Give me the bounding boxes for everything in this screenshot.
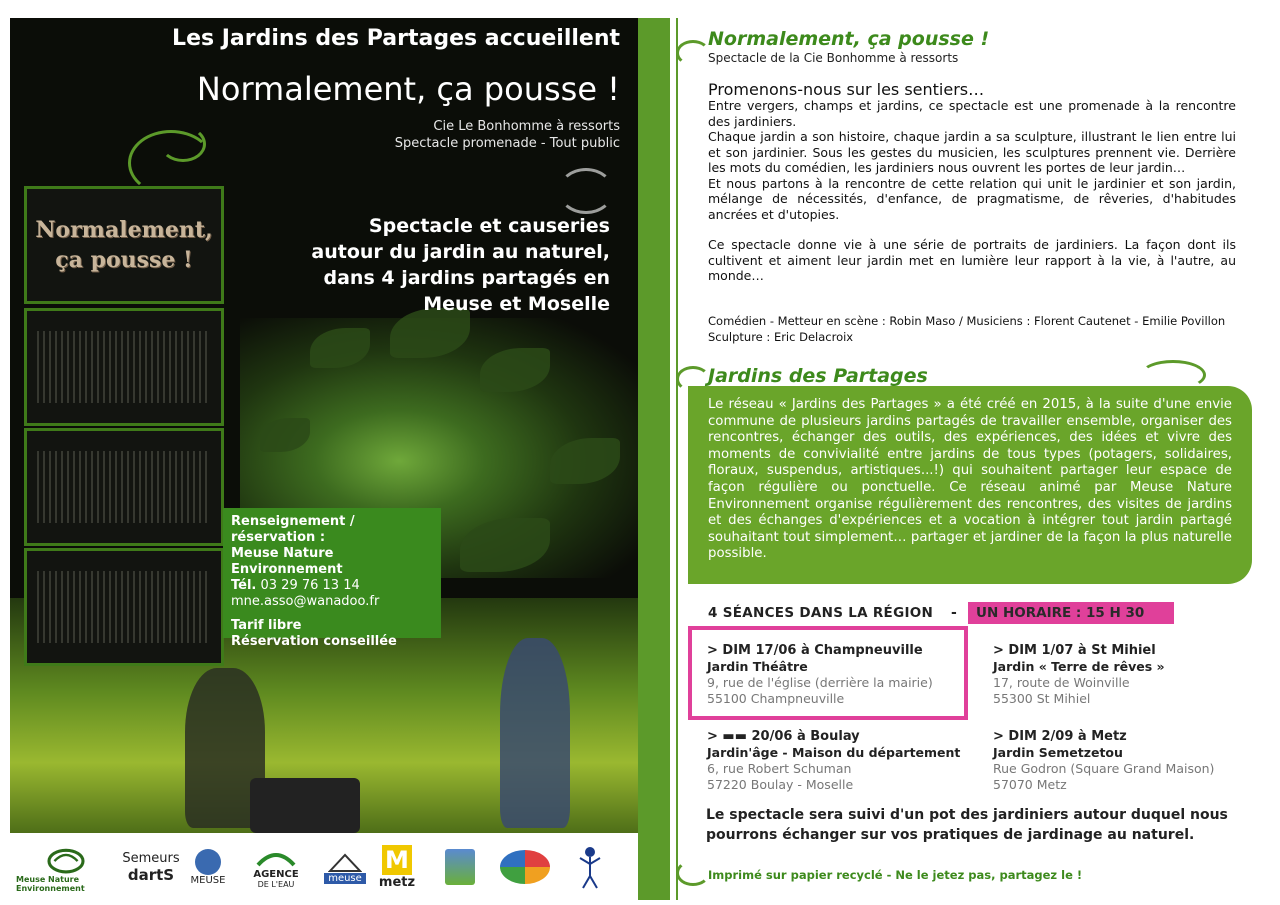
partner-logos xyxy=(10,835,638,900)
chalkboard-faded xyxy=(24,548,224,666)
meuse-text2: meuse xyxy=(324,873,366,884)
date-entry xyxy=(993,643,1243,707)
date-label: > DIM 2/09 à Metz xyxy=(993,729,1127,744)
agence-eau-logo xyxy=(236,841,316,893)
address-line: 55300 St Mihiel xyxy=(993,691,1091,706)
address-line: 55100 Champneuville xyxy=(707,691,845,706)
swirl-decor xyxy=(676,40,710,66)
phone-number: 03 29 76 13 14 xyxy=(260,578,360,593)
vine-decor xyxy=(160,126,206,162)
meuse-text: MEUSE xyxy=(190,874,226,886)
date-label: > DIM 17/06 à Champneuville xyxy=(707,643,923,658)
place-label: Jardin « Terre de rêves » xyxy=(993,659,1165,674)
address-line: Rue Godron (Square Grand Maison) xyxy=(993,761,1215,776)
date-entry xyxy=(707,729,987,793)
semeurs-logo xyxy=(116,841,186,893)
date-entry xyxy=(707,643,967,707)
show-title: Normalement, ça pousse ! xyxy=(196,70,620,108)
wheelbarrow xyxy=(250,778,360,833)
poster-header: Les Jardins des Partages accueillent xyxy=(172,26,620,51)
place-label: Jardin Semetzetou xyxy=(993,745,1123,760)
tagline-line: autour du jardin au naturel, xyxy=(311,241,610,263)
champneuville-logo xyxy=(490,841,560,893)
right-title: Normalement, ça pousse ! xyxy=(708,28,990,50)
paragraph: Et nous partons à la rencontre de cette relation qui unit le jardinier et son jardin, mélange de nécessités, d'enfance, de pragmatisme, de rêveries, d'habitudes ancrées et d'utopies. xyxy=(708,175,1236,222)
metz-icon: M xyxy=(382,845,412,875)
address-line: 6, rue Robert Schuman xyxy=(707,761,852,776)
jardins-title: Jardins des Partages xyxy=(708,365,928,387)
tagline xyxy=(260,213,610,317)
horaire-highlight: UN HORAIRE : 15 H 30 xyxy=(968,602,1174,624)
reservation-note: Réservation conseillée xyxy=(231,634,397,649)
garden-logo xyxy=(435,841,485,893)
tagline-line: Meuse et Moselle xyxy=(423,293,610,315)
divider-gap xyxy=(670,18,676,900)
mne-logo xyxy=(16,841,116,893)
chalkboard-faded xyxy=(24,428,224,546)
date-label: > ▬▬ 20/06 à Boulay xyxy=(707,729,860,744)
date-entry xyxy=(993,729,1253,793)
address-line: 17, route de Woinville xyxy=(993,675,1130,690)
tel-label: Tél. xyxy=(231,578,257,593)
closing-note: Le spectacle sera suivi d'un pot des jardiniers autour duquel nous pourrons échanger sur vos pratiques de jardinage au naturel. xyxy=(706,807,1228,843)
description xyxy=(708,98,1236,284)
jardins-text: Le réseau « Jardins des Partages » a été créé en 2015, à la suite d'une envie commune de plusieurs jardins partagés de travailler ensemble, organiser des rencontres, échanger des outils, des expériences, des idées et vivre des moments de convivialité entre jardins de tous types (potagers, solidaires, floraux, suspendus, artistiques...!) qui souhaitent partager leur espace de façon régulière ou ponctuelle. Ce réseau animé par Meuse Nature Environnement organise régulièrement des rencontres, des visites de jardins et des échanges d'expériences et a vocation à intégrer tout jardin partagé souhaitant tout simplement… partager et jardiner de la façon la plus naturelle possible. xyxy=(708,397,1232,562)
company-name: Cie Le Bonhomme à ressorts xyxy=(433,119,620,134)
date-label: > DIM 1/07 à St Mihiel xyxy=(993,643,1156,658)
paragraph: Chaque jardin a son histoire, chaque jardin a sa sculpture, illustrant le lien entre lui et son jardinier. Sous les gestes du musicien, les sculptures prennent vie. Derrière les mots du comédien, les jardiniers nous ouvrent les portes de leur jardin… xyxy=(708,129,1236,175)
meuse-dept-logo xyxy=(188,841,228,893)
chalkboard-faded xyxy=(24,308,224,426)
mne-logo-text: Meuse Nature Environnement xyxy=(16,875,85,893)
swirl-decor xyxy=(558,168,614,214)
swirl-decor xyxy=(676,860,710,886)
paragraph: Ce spectacle donne vie à une série de portraits de jardiniers. La façon dont ils cultivent et aiment leur jardin met en lumière leur rapport à la vie, à l'autre, au monde… xyxy=(708,237,1236,283)
place-label: Jardin'âge - Maison du département xyxy=(707,745,961,760)
show-genre: Spectacle promenade - Tout public xyxy=(394,136,620,151)
seances-heading: 4 SÉANCES DANS LA RÉGION xyxy=(708,605,934,621)
credits-line: Comédien - Metteur en scène : Robin Maso / Musiciens : Florent Cautenet - Emilie Povillon xyxy=(708,314,1226,328)
recycle-note: Imprimé sur papier recyclé - Ne le jetez pas, partagez le ! xyxy=(708,868,1083,882)
info-label: Renseignement / réservation : xyxy=(231,514,355,545)
address-line: 9, rue de l'église (derrière la mairie) xyxy=(707,675,933,690)
address-line: 57070 Metz xyxy=(993,777,1067,792)
chalkboard xyxy=(24,186,224,304)
credits-line: Sculpture : Eric Delacroix xyxy=(708,330,854,344)
paragraph: Entre vergers, champs et jardins, ce spectacle est une promenade à la rencontre des jardiniers. xyxy=(708,98,1236,129)
metz-logo xyxy=(372,841,422,893)
tagline-line: dans 4 jardins partagés en xyxy=(323,267,610,289)
agence-text2: DE L'EAU xyxy=(257,880,295,889)
info-box xyxy=(223,508,441,649)
info-org: Meuse Nature Environnement xyxy=(231,546,343,577)
semeurs-text2: dartS xyxy=(127,865,175,884)
tarif: Tarif libre xyxy=(231,618,302,633)
email-address: mne.asso@wanadoo.fr xyxy=(231,594,380,609)
address-line: 57220 Boulay - Moselle xyxy=(707,777,854,792)
meuse-logo xyxy=(320,841,370,893)
metz-text: metz xyxy=(378,874,416,890)
chalkboard-text: Normalement, ça pousse ! xyxy=(35,217,213,273)
poster-left-panel xyxy=(10,18,638,833)
place-label: Jardin Théâtre xyxy=(707,659,808,674)
figure-logo xyxy=(570,841,610,893)
company-info xyxy=(310,118,620,152)
agence-text: AGENCE xyxy=(253,869,299,880)
gardener-figure xyxy=(500,638,570,828)
credits xyxy=(708,313,1248,345)
separator: - xyxy=(951,605,957,621)
tagline-line: Spectacle et causeries xyxy=(368,215,610,237)
section-heading: Promenons-nous sur les sentiers… xyxy=(708,80,985,99)
right-subtitle: Spectacle de la Cie Bonhomme à ressorts xyxy=(708,51,959,65)
semeurs-text: Semeurs xyxy=(122,850,180,866)
